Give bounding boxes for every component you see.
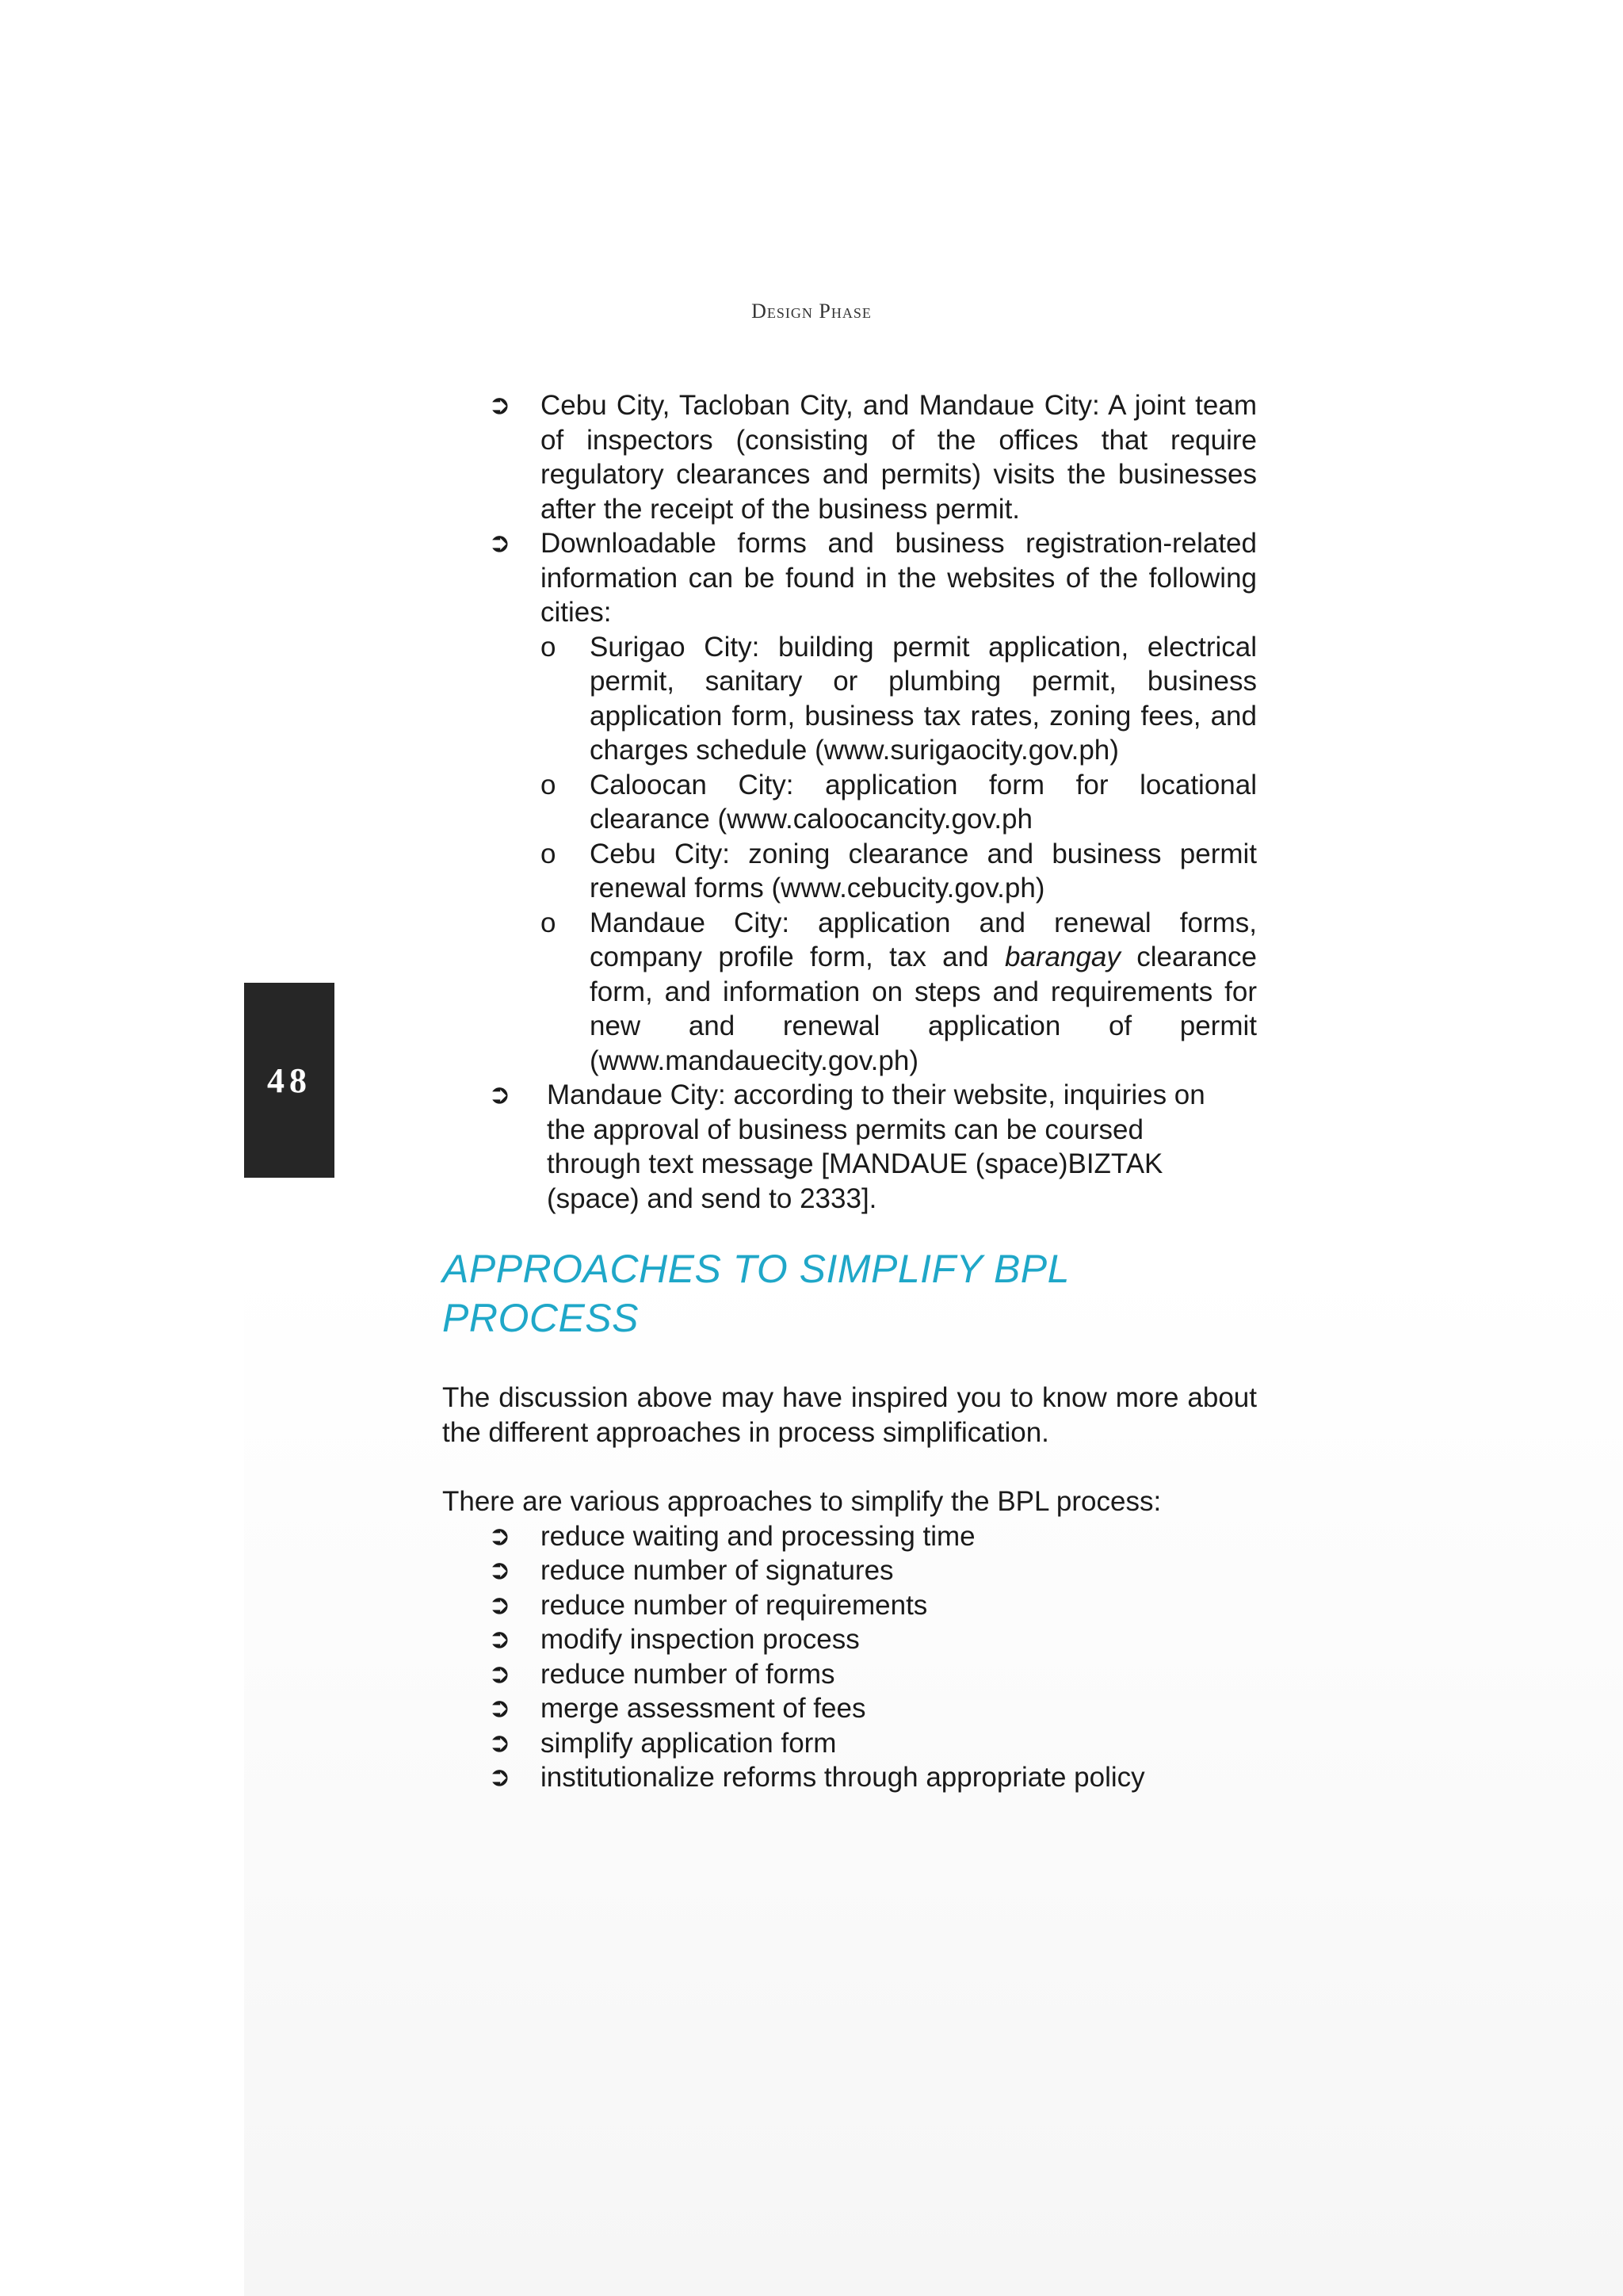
sub-item-text: Caloocan City: application form for locational clearance (www.caloocancity.gov.ph xyxy=(590,769,1257,835)
sub-list-item xyxy=(442,768,1257,837)
arrow-bullet-icon: ➲ xyxy=(488,390,511,420)
running-head: Design Phase xyxy=(751,300,872,323)
arrow-bullet-icon: ➲ xyxy=(488,1520,511,1551)
list-item-text: reduce number of signatures xyxy=(540,1555,894,1586)
circle-bullet-icon: o xyxy=(540,631,556,663)
list-item-text: institutionalize reforms through appropriate policy xyxy=(540,1762,1145,1793)
list-item-text: reduce waiting and processing time xyxy=(540,1520,976,1552)
list-item xyxy=(442,1622,1257,1657)
bullet-item xyxy=(442,388,1257,526)
bullet-text: Downloadable forms and business registration-related information can be found in the websites of the following cities: xyxy=(540,528,1257,628)
page-number-tab xyxy=(244,983,334,1178)
italic-term: barangay xyxy=(1004,942,1121,972)
arrow-bullet-icon: ➲ xyxy=(488,1658,511,1689)
list-item-text: modify inspection process xyxy=(540,1624,860,1655)
list-item-text: reduce number of forms xyxy=(540,1658,835,1690)
sub-item-text xyxy=(590,907,1257,1076)
sub-list-item xyxy=(442,906,1257,1079)
sub-item-text-part: clearance form, and information on steps and requirements for new and renewal application of permit (www.mandauecity.gov.ph) xyxy=(590,942,1258,1076)
circle-bullet-icon: o xyxy=(540,838,556,869)
list-item xyxy=(442,1657,1257,1692)
list-item-text: merge assessment of fees xyxy=(540,1693,866,1724)
arrow-bullet-icon: ➲ xyxy=(488,1589,511,1620)
arrow-bullet-icon: ➲ xyxy=(488,1727,511,1758)
circle-bullet-icon: o xyxy=(540,907,556,938)
list-item xyxy=(442,1588,1257,1623)
bullet-text: Mandaue City: according to their website, inquiries on the approval of business permits can be coursed through text message [MANDAUE (space)BIZTAK (space) and send to 2333]. xyxy=(547,1079,1205,1214)
circle-bullet-icon: o xyxy=(540,769,556,800)
arrow-bullet-icon: ➲ xyxy=(488,528,511,558)
approaches-list xyxy=(442,1519,1257,1795)
main-column xyxy=(442,388,1257,1795)
bullet-item xyxy=(442,526,1257,630)
paragraph: The discussion above may have inspired you to know more about the different approaches in process simplification. xyxy=(442,1382,1257,1448)
list-item xyxy=(442,1553,1257,1588)
sub-list-item xyxy=(442,837,1257,906)
list-item xyxy=(442,1519,1257,1554)
list-item xyxy=(442,1760,1257,1795)
arrow-bullet-icon: ➲ xyxy=(488,1693,511,1723)
list-item-text: reduce number of requirements xyxy=(540,1589,928,1621)
arrow-bullet-icon: ➲ xyxy=(488,1079,511,1110)
arrow-bullet-icon: ➲ xyxy=(488,1762,511,1792)
sub-item-text: Surigao City: building permit application, electrical permit, sanitary or plumbing permit, business application form, business tax rates, zoning fees, and charges schedule (www.surigaocity.gov.ph) xyxy=(590,631,1257,766)
bullet-item xyxy=(442,1078,1257,1216)
arrow-bullet-icon: ➲ xyxy=(488,1555,511,1585)
list-item xyxy=(442,1691,1257,1726)
paragraph: There are various approaches to simplify the BPL process: xyxy=(442,1486,1162,1517)
section-heading: APPROACHES TO SIMPLIFY BPL PROCESS xyxy=(442,1247,1070,1340)
sub-item-text-part: Mandaue City: application and renewal forms, company profile form, tax and xyxy=(590,907,1257,972)
arrow-bullet-icon: ➲ xyxy=(488,1624,511,1654)
list-item xyxy=(442,1726,1257,1761)
list-item-text: simplify application form xyxy=(540,1727,837,1759)
sub-list-item xyxy=(442,630,1257,768)
page-number: 48 xyxy=(267,1060,311,1100)
bullet-text: Cebu City, Tacloban City, and Mandaue City: A joint team of inspectors (consisting of the offices that require regulatory clearances and permits) visits the businesses after the receipt of the business permit. xyxy=(540,390,1257,525)
sub-item-text: Cebu City: zoning clearance and business permit renewal forms (www.cebucity.gov.ph) xyxy=(590,838,1257,904)
